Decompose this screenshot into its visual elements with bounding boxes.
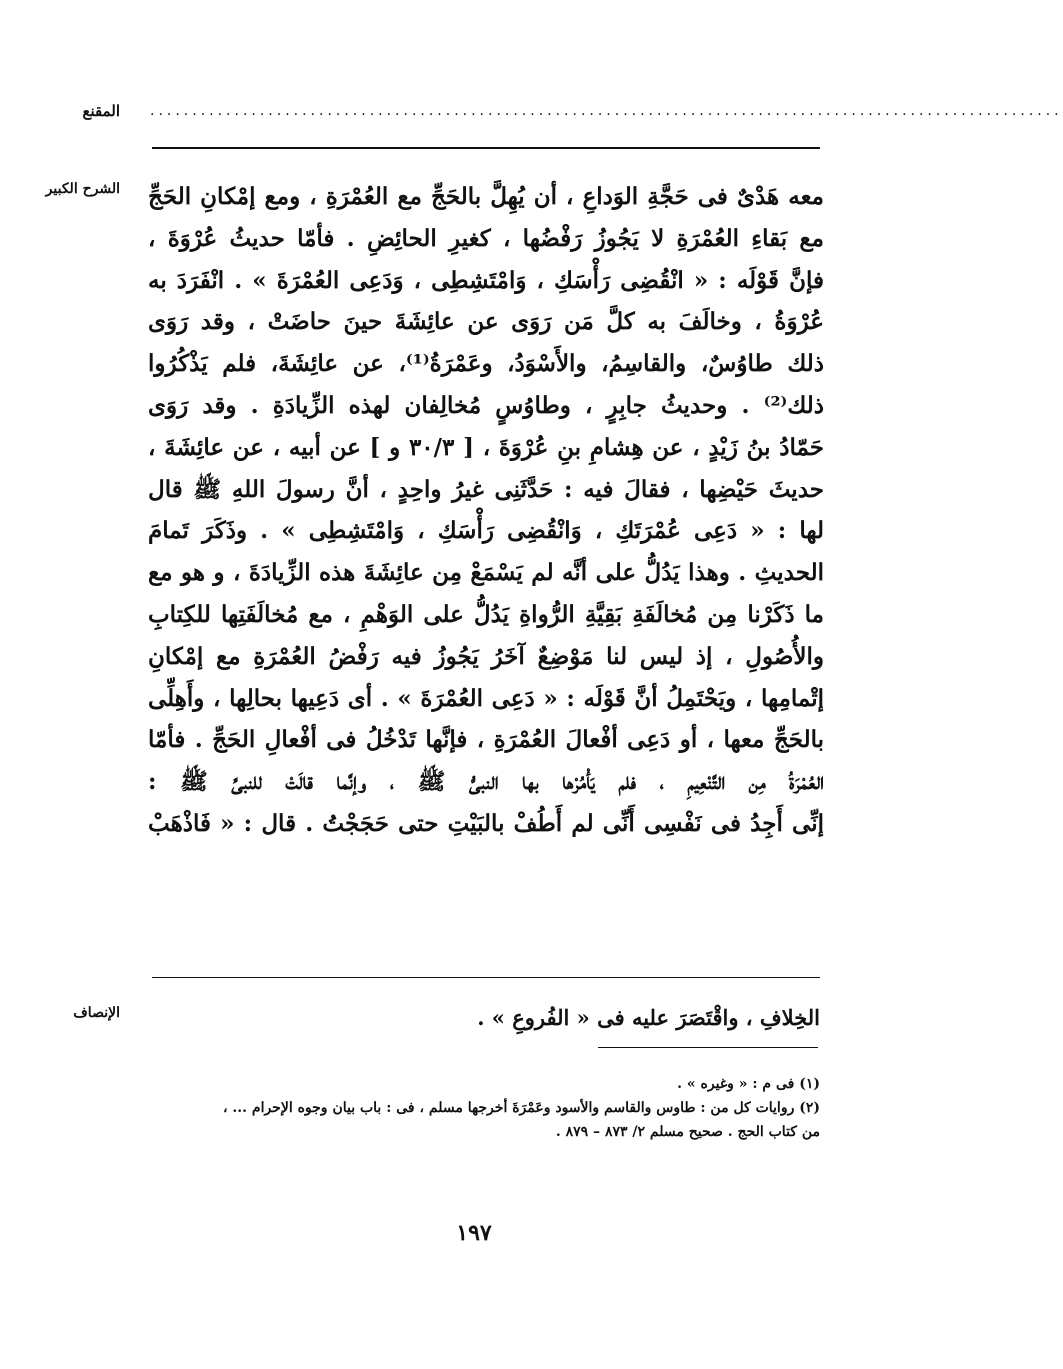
text-line: العُمْرَةُ مِن التَّنْعِيمِ ، فلم يَأْمُرْها بها النبىُّ ﷺ ، وإنَّما قالَتْ للنبىِّ ﷺ : <box>148 768 824 796</box>
text-line: ذلك طاوُسٌ، والقاسِمُ، والأَسْوَدُ، وعَمْرَةُ⁽¹⁾، عن عائِشَةَ، فلم يَذْكُرُوا <box>148 350 824 378</box>
text-line: والأُصُولِ ، إذ ليس لنا مَوْضِعٌ آخَرُ يَجُوزُ فيه رَفْضُ العُمْرَةِ مع إمْكانِ <box>148 642 824 670</box>
text-line: بالحَجِّ معها ، أو دَعِى أفْعالَ العُمْرَةِ ، فإنَّها تَدْخُلُ فى أفْعالِ الحَجِّ . فأمّا <box>148 726 824 754</box>
text-line: ذلك⁽²⁾ . وحديثُ جابِرٍ ، وطاوُسٍ مُخالِفان لهذه الزِّيادَةِ . وقد رَوَى <box>148 391 824 419</box>
running-header-title: المقنع <box>82 102 120 120</box>
text-line: حديثَ حَيْضِها ، فقالَ فيه : حَدَّثَنِى غيرُ واحِدٍ ، أنَّ رسولَ اللهِ ﷺ قال <box>148 475 824 503</box>
text-line: لها : « دَعِى عُمْرَتَكِ ، وَانْقُضِى رَأْسَكِ ، وَامْتَشِطِى » . وذَكَرَ تَمامَ <box>148 517 824 545</box>
text-line: عُرْوَةُ ، وخالَفَ به كلَّ مَن رَوَى عن عائِشَةَ حينَ حاضَتْ ، وقد رَوَى <box>148 308 824 336</box>
text-line: الحديثِ . وهذا يَدُلُّ على أنَّه لم يَسْمَعْ مِن عائِشَةَ هذه الزِّيادَةَ ، و هو مع <box>148 559 824 587</box>
section-divider <box>152 977 820 978</box>
text-line: فإنَّ قَوْلَه : « انْقُضِى رَأْسَكِ ، وَامْتَشِطِى ، وَدَعِى العُمْرَةَ » . انْفَرَدَ به <box>148 266 824 294</box>
footnote-rule <box>598 1047 818 1048</box>
footnotes <box>150 1072 820 1144</box>
side-label-insaf: الإنصاف <box>73 1005 120 1021</box>
text-line: إنِّى أَجِدُ فى نَفْسِى أَنِّى لم أَطُفْ بالبَيْتِ حتى حَجَجْتُ . قال : « فَاذْهَبْ <box>148 809 824 837</box>
header-dotted-leader: ............................................................................................................ <box>150 103 1063 119</box>
header-rule <box>152 147 820 149</box>
text-line: معه هَدْىٌ فى حَجَّةِ الوَداعِ ، أن يُهِلَّ بالحَجِّ مع العُمْرَةِ ، ومع إمْكانِ الحَجِّ <box>148 183 824 210</box>
text-line: ما ذَكَرْنا مِن مُخالَفَةِ بَقِيَّةِ الرُّواةِ يَدُلُّ على الوَهْمِ ، مع مُخالَفَتِها للكِتابِ <box>148 600 824 628</box>
footnote: من كتاب الحج . صحيح مسلم ٢/ ٨٧٣ – ٨٧٩ . <box>555 1124 820 1140</box>
footnote: (٢) روايات كل من : طاوس والقاسم والأسود وعَمْرَةَ أخرجها مسلم ، فى : باب بيان وجوه الإحرام ... ، <box>223 1100 820 1116</box>
text-line: مع بَقاءِ العُمْرَةِ لا يَجُوزُ رَفْضُها ، كغيرِ الحائِضِ . فأمّا حديثُ عُرْوَةَ ، <box>148 224 824 252</box>
footnote: (١) فى م : « وغيره » . <box>677 1076 820 1092</box>
text-line: حَمّادُ بنُ زَيْدٍ ، عن هِشامِ بنِ عُرْوَةَ ، [ ٣٠/٣ و ] عن أبيه ، عن عائِشَةَ ، <box>148 433 825 461</box>
text-line: إتْمامِها ، ويَحْتَمِلُ أنَّ قَوْلَه : « دَعِى العُمْرَةَ » . أى دَعِيها بحالِها ، وأَهِلِّى <box>148 684 824 712</box>
page-number: ١٩٧ <box>456 1220 492 1246</box>
insaf-text: الخِلافِ ، واقْتَصَرَ عليه فى « الفُروعِ » . <box>477 1005 820 1030</box>
side-label-sharh: الشرح الكبير <box>45 181 120 197</box>
main-body-text <box>148 176 824 974</box>
